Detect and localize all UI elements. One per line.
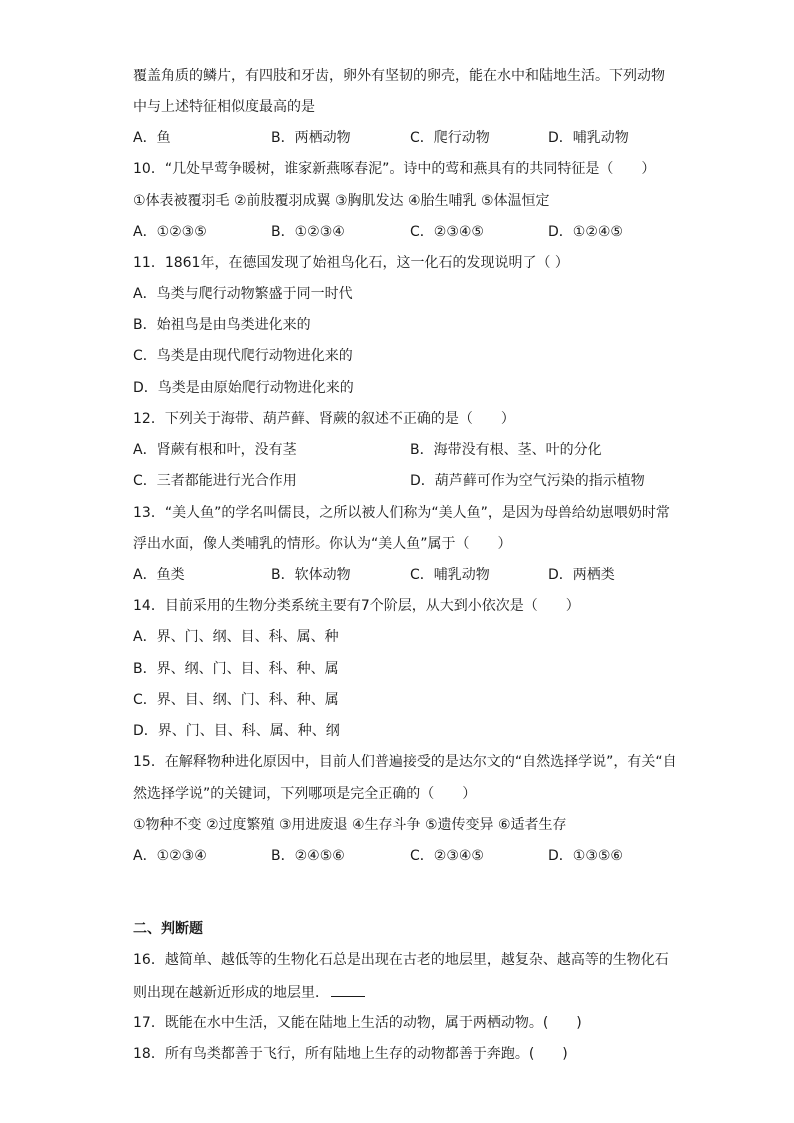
- q13-option-c: C．哺乳动物: [410, 567, 490, 583]
- q15-option-b: B．②④⑤⑥: [271, 848, 345, 864]
- q15-option-c: C．②③④⑤: [410, 848, 484, 864]
- q16-line-1: 16．越简单、越低等的生物化石总是出现在古老的地层里，越复杂、越高等的生物化石: [133, 952, 669, 968]
- section-title-judgement: 二、判断题: [133, 921, 203, 937]
- q10-option-d: D．①②④⑤: [548, 224, 623, 240]
- q11-option-d: D．鸟类是由原始爬行动物进化来的: [133, 380, 354, 396]
- q9-option-b: B．两栖动物: [271, 130, 351, 146]
- q11-option-b: B．始祖鸟是由鸟类进化来的: [133, 317, 311, 333]
- q10-items: ①体表被覆羽毛 ②前肢覆羽成翼 ③胸肌发达 ④胎生哺乳 ⑤体温恒定: [133, 193, 550, 209]
- q9-option-c: C．爬行动物: [410, 130, 490, 146]
- q14-option-d: D．界、门、目、科、属、种、纲: [133, 723, 340, 739]
- q15-line-2: 然选择学说”的关键词，下列哪项是完全正确的（ ）: [133, 786, 477, 802]
- q17-stem: 17．既能在水中生活，又能在陆地上生活的动物，属于两栖动物。( ): [133, 1015, 582, 1031]
- q9-option-d: D．哺乳动物: [548, 130, 629, 146]
- q11-option-c: C．鸟类是由现代爬行动物进化来的: [133, 348, 353, 364]
- q11-option-a: A．鸟类与爬行动物繁盛于同一时代: [133, 286, 353, 302]
- q12-option-d: D．葫芦藓可作为空气污染的指示植物: [410, 473, 645, 489]
- q9-option-a: A．鱼: [133, 130, 171, 146]
- q12-option-a: A．肾蕨有根和叶，没有茎: [133, 442, 297, 458]
- q9-line-1: 覆盖角质的鳞片，有四肢和牙齿，卵外有坚韧的卵壳，能在水中和陆地生活。下列动物: [133, 68, 665, 84]
- q14-option-a: A．界、门、纲、目、科、属、种: [133, 629, 339, 645]
- q11-stem: 11．1861年，在德国发现了始祖鸟化石，这一化石的发现说明了（ ）: [133, 255, 569, 271]
- q12-stem: 12．下列关于海带、葫芦藓、肾蕨的叙述不正确的是（ ）: [133, 411, 515, 427]
- q13-option-a: A．鱼类: [133, 567, 185, 583]
- q12-option-b: B．海带没有根、茎、叶的分化: [410, 442, 602, 458]
- q15-option-a: A．①②③④: [133, 848, 207, 864]
- q16-line-2: 则出现在越新近形成的地层里．: [133, 985, 329, 1001]
- q14-option-b: B．界、纲、门、目、科、种、属: [133, 661, 339, 677]
- q13-option-b: B．软体动物: [271, 567, 351, 583]
- q10-option-b: B．①②③④: [271, 224, 345, 240]
- q13-line-1: 13．“美人鱼”的学名叫儒艮，之所以被人们称为“美人鱼”，是因为母兽给幼崽喂奶时常: [133, 505, 670, 521]
- q14-option-c: C．界、目、纲、门、科、种、属: [133, 692, 339, 708]
- q12-option-c: C．三者都能进行光合作用: [133, 473, 297, 489]
- q16-line-2-wrap: [133, 982, 365, 1003]
- q13-line-2: 浮出水面，像人类哺乳的情形。你认为“美人鱼”属于（ ）: [133, 536, 512, 552]
- q10-option-a: A．①②③⑤: [133, 224, 207, 240]
- q14-stem: 14．目前采用的生物分类系统主要有7个阶层，从大到小依次是（ ）: [133, 598, 580, 614]
- q15-items: ①物种不变 ②过度繁殖 ③用进废退 ④生存斗争 ⑤遗传变异 ⑥适者生存: [133, 817, 567, 833]
- q10-stem: 10．“几处早莺争暖树，谁家新燕啄春泥”。诗中的莺和燕具有的共同特征是（ ）: [133, 161, 656, 177]
- q10-option-c: C．②③④⑤: [410, 224, 484, 240]
- q18-stem: 18．所有鸟类都善于飞行，所有陆地上生存的动物都善于奔跑。( ): [133, 1046, 568, 1062]
- q15-line-1: 15．在解释物种进化原因中，目前人们普遍接受的是达尔文的“自然选择学说”，有关“自: [133, 754, 677, 770]
- q9-line-2: 中与上述特征相似度最高的是: [133, 99, 315, 115]
- q16-answer-blank[interactable]: [331, 982, 365, 997]
- q13-option-d: D．两栖类: [548, 567, 615, 583]
- q15-option-d: D．①③⑤⑥: [548, 848, 623, 864]
